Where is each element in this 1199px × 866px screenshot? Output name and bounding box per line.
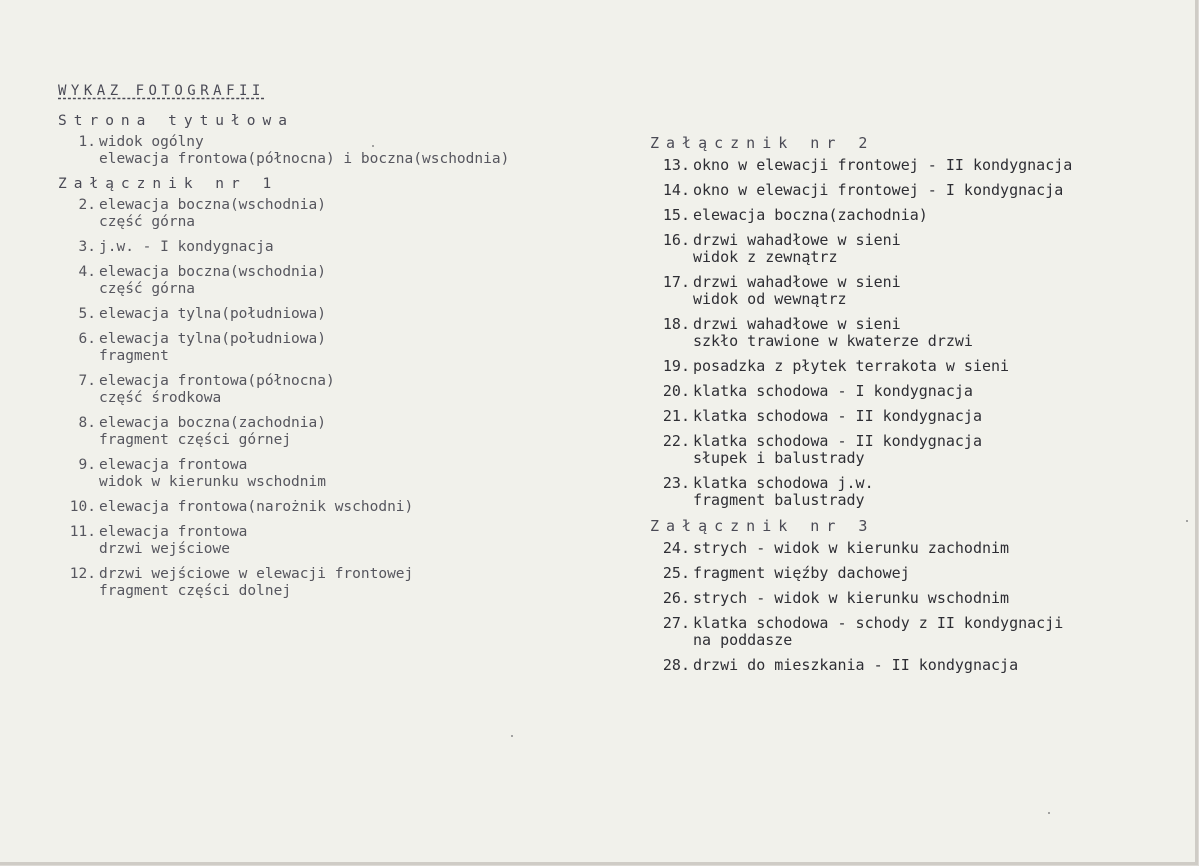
item-text: [99, 457, 326, 491]
list-item: [58, 331, 598, 365]
item-text: [693, 316, 973, 350]
list-item: [58, 373, 598, 407]
item-text: [693, 232, 901, 266]
item-line: j.w. - I kondygnacja: [99, 239, 274, 255]
item-text: [693, 207, 928, 224]
list-item: [650, 182, 1170, 199]
list-item: [58, 499, 598, 516]
list-item: [650, 565, 1170, 582]
item-line: strych - widok w kierunku zachodnim: [693, 539, 1010, 557]
item-number: 10.: [69, 499, 96, 515]
item-number: 13.: [662, 156, 690, 174]
item-line: drzwi wahadłowe w sieni: [693, 231, 901, 249]
left-column: [58, 83, 598, 608]
item-line: widok w kierunku wschodnim: [99, 474, 326, 490]
item-line: elewacja frontowa(narożnik wschodni): [99, 499, 414, 515]
paper-speck: [511, 735, 513, 737]
item-number: 7.: [78, 373, 96, 389]
item-line: elewacja frontowa: [99, 524, 248, 540]
item-text: [99, 373, 335, 407]
section-heading: Załącznik nr 2: [650, 134, 875, 152]
item-number: 14.: [662, 181, 690, 199]
item-number: 15.: [662, 206, 690, 224]
item-line: strych - widok w kierunku wschodnim: [693, 589, 1010, 607]
item-text: [693, 274, 901, 308]
section-heading: Strona tytułowa: [58, 113, 294, 129]
item-number: 1.: [78, 134, 96, 150]
item-line: elewacja boczna(wschodnia): [99, 197, 326, 213]
item-text: [693, 657, 1018, 674]
item-line: elewacja boczna(wschodnia): [99, 264, 326, 280]
list-item: [58, 566, 598, 600]
list-item: [650, 657, 1170, 674]
item-number: 23.: [662, 474, 690, 492]
item-line: fragment: [99, 348, 169, 364]
item-line: fragment części dolnej: [99, 583, 292, 599]
item-line: na poddasze: [693, 631, 793, 649]
item-number: 26.: [662, 589, 690, 607]
item-text: [99, 134, 509, 168]
item-line: posadzka z płytek terrakota w sieni: [693, 357, 1010, 375]
document-title: WYKAZ FOTOGRAFII: [58, 83, 265, 99]
item-number: 3.: [78, 239, 96, 255]
section-heading: Załącznik nr 3: [650, 517, 875, 535]
item-line: drzwi wahadłowe w sieni: [693, 273, 901, 291]
item-line: widok ogólny: [99, 134, 204, 150]
list-item: [650, 316, 1170, 350]
list-item: [650, 408, 1170, 425]
item-line: klatka schodowa - II kondygnacja: [693, 407, 982, 425]
item-line: elewacja boczna(zachodnia): [693, 206, 928, 224]
item-line: część górna: [99, 214, 196, 230]
item-text: [693, 157, 1072, 174]
list-item: [650, 590, 1170, 607]
list-item: [650, 157, 1170, 174]
item-text: [99, 239, 274, 256]
item-text: [693, 182, 1063, 199]
list-item: [58, 415, 598, 449]
item-number: 12.: [69, 566, 96, 582]
item-text: [693, 475, 874, 509]
item-text: [99, 499, 413, 516]
item-text: [99, 415, 326, 449]
item-text: [693, 433, 982, 467]
item-text: [99, 331, 326, 365]
item-number: 17.: [662, 273, 690, 291]
item-text: [99, 197, 326, 231]
item-line: słupek i balustrady: [693, 449, 865, 467]
item-line: elewacja tylna(południowa): [99, 331, 326, 347]
item-line: widok od wewnątrz: [693, 290, 847, 308]
item-number: 2.: [78, 197, 96, 213]
item-line: klatka schodowa j.w.: [693, 474, 874, 492]
item-number: 4.: [78, 264, 96, 280]
item-text: [693, 615, 1063, 649]
right-sections: [650, 134, 1170, 674]
item-line: drzwi wejściowe w elewacji frontowej: [99, 566, 414, 582]
item-text: [693, 358, 1009, 375]
list-item: [58, 264, 598, 298]
item-line: drzwi wejściowe: [99, 541, 230, 557]
item-number: 21.: [662, 407, 690, 425]
item-text: [99, 264, 326, 298]
item-line: okno w elewacji frontowej - II kondygnacja: [693, 156, 1073, 174]
item-line: elewacja frontowa: [99, 457, 248, 473]
item-line: klatka schodowa - schody z II kondygnacji: [693, 614, 1064, 632]
item-text: [99, 524, 247, 558]
list-item: [58, 457, 598, 491]
item-text: [693, 590, 1009, 607]
item-line: część środkowa: [99, 390, 222, 406]
item-text: [693, 540, 1009, 557]
item-line: fragment balustrady: [693, 491, 865, 509]
item-line: elewacja frontowa(północna) i boczna(wschodnia): [99, 151, 510, 167]
list-item: [650, 615, 1170, 649]
item-line: elewacja boczna(zachodnia): [99, 415, 326, 431]
item-line: szkło trawione w kwaterze drzwi: [693, 332, 973, 350]
item-line: fragment więźby dachowej: [693, 564, 910, 582]
paper-speck: [1186, 520, 1188, 522]
item-number: 25.: [662, 564, 690, 582]
list-item: [58, 306, 598, 323]
item-line: drzwi do mieszkania - II kondygnacja: [693, 656, 1019, 674]
item-number: 24.: [662, 539, 690, 557]
list-item: [650, 274, 1170, 308]
item-number: 18.: [662, 315, 690, 333]
item-number: 19.: [662, 357, 690, 375]
paper-speck: [372, 145, 374, 147]
item-text: [693, 408, 982, 425]
item-number: 20.: [662, 382, 690, 400]
item-line: część górna: [99, 281, 196, 297]
item-text: [693, 383, 973, 400]
item-line: okno w elewacji frontowej - I kondygnacja: [693, 181, 1064, 199]
list-item: [650, 433, 1170, 467]
list-item: [650, 540, 1170, 557]
list-item: [650, 358, 1170, 375]
item-line: fragment części górnej: [99, 432, 292, 448]
item-number: 5.: [78, 306, 96, 322]
list-item: [650, 207, 1170, 224]
item-number: 6.: [78, 331, 96, 347]
list-item: [650, 383, 1170, 400]
left-sections: [58, 113, 598, 600]
list-item: [58, 239, 598, 256]
item-number: 22.: [662, 432, 690, 450]
item-line: widok z zewnątrz: [693, 248, 838, 266]
item-line: elewacja frontowa(północna): [99, 373, 335, 389]
item-text: [99, 306, 326, 323]
section-heading: Załącznik nr 1: [58, 176, 279, 192]
list-item: [58, 524, 598, 558]
item-line: drzwi wahadłowe w sieni: [693, 315, 901, 333]
item-number: 9.: [78, 457, 96, 473]
item-number: 28.: [662, 656, 690, 674]
item-line: klatka schodowa - I kondygnacja: [693, 382, 973, 400]
item-line: elewacja tylna(południowa): [99, 306, 326, 322]
item-number: 8.: [78, 415, 96, 431]
item-number: 27.: [662, 614, 690, 632]
list-item: [650, 475, 1170, 509]
item-text: [693, 565, 910, 582]
list-item: [650, 232, 1170, 266]
item-line: klatka schodowa - II kondygnacja: [693, 432, 982, 450]
item-number: 11.: [69, 524, 96, 540]
paper-speck: [1048, 812, 1050, 814]
right-column: [650, 128, 1170, 682]
list-item: [58, 197, 598, 231]
item-text: [99, 566, 413, 600]
list-item: [58, 134, 598, 168]
item-number: 16.: [662, 231, 690, 249]
